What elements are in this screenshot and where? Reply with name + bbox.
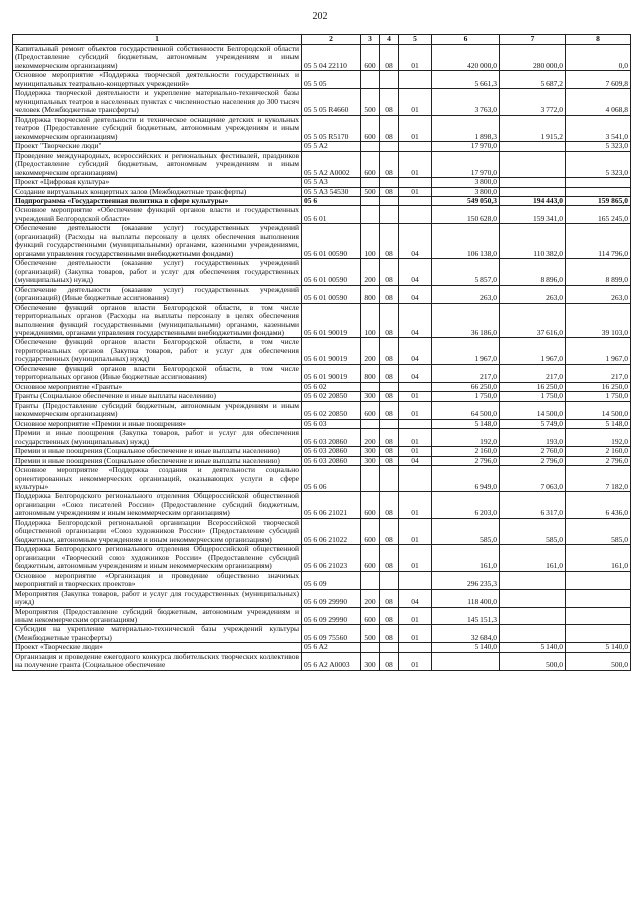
row-code-cell: 05 6 03 20860 [302,429,361,447]
table-row [13,142,631,151]
row-amount-2-cell: 500,0 [500,652,566,670]
table-row [13,401,631,419]
row-amount-1-cell: 66 250,0 [432,382,500,391]
row-subsection-cell: 01 [399,429,432,447]
row-section-cell: 08 [380,45,399,71]
row-name-cell: Премии и иные поощрения (Закупка товаров, работ и услуг для обеспечения государственных (муниципальных) нужд) [13,429,302,447]
budget-table [12,34,631,671]
row-amount-1-cell: 3 763,0 [432,89,500,115]
table-body [13,45,631,671]
table-row [13,643,631,652]
row-name-cell: Основное мероприятие «Поддержка творческой деятельности государственных и муниципальных театрально-концертных учреждений» [13,71,302,89]
row-subsection-cell: 01 [399,492,432,518]
table-row [13,571,631,589]
row-expense-type-cell: 600 [361,45,380,71]
row-amount-2-cell: 5 687,2 [500,71,566,89]
row-code-cell: 05 5 A3 [302,178,361,187]
row-amount-3-cell: 1 750,0 [566,392,631,401]
row-amount-1-cell: 192,0 [432,429,500,447]
row-expense-type-cell: 600 [361,401,380,419]
row-section-cell [380,71,399,89]
row-expense-type-cell [361,196,380,205]
row-amount-2-cell: 161,0 [500,545,566,571]
row-amount-3-cell [566,178,631,187]
row-name-cell: Проект "Творческие люди" [13,142,302,151]
row-subsection-cell: 04 [399,259,432,285]
row-amount-3-cell: 7 609,8 [566,71,631,89]
row-code-cell: 05 6 [302,196,361,205]
header-cell-1: 1 [13,35,302,45]
table-row [13,259,631,285]
row-name-cell: Поддержка Белгородской региональной организации Всероссийской творческой общественной организации «Союз художников России» (Предоставление субсидий бюджетным, автономным учреждениям и иным некоммерческим организациям) [13,518,302,544]
row-name-cell: Основное мероприятие «Поддержка создания и деятельности социально ориентированных некоммерческих организаций, оказывающих услуги в сфере культуры» [13,466,302,492]
row-section-cell [380,196,399,205]
table-row [13,492,631,518]
row-amount-3-cell: 0,0 [566,45,631,71]
row-subsection-cell: 01 [399,401,432,419]
row-amount-3-cell [566,625,631,643]
row-amount-1-cell: 2 160,0 [432,447,500,456]
row-amount-1-cell: 32 684,0 [432,625,500,643]
table-header-row [13,35,631,45]
row-amount-1-cell: 1 898,3 [432,115,500,141]
row-code-cell: 05 6 01 00590 [302,285,361,303]
row-amount-1-cell: 5 140,0 [432,643,500,652]
row-section-cell: 08 [380,338,399,364]
row-expense-type-cell [361,71,380,89]
row-subsection-cell: 04 [399,364,432,382]
row-expense-type-cell: 800 [361,285,380,303]
table-row [13,89,631,115]
row-amount-2-cell: 1 915,2 [500,115,566,141]
row-expense-type-cell: 600 [361,607,380,625]
row-expense-type-cell: 600 [361,492,380,518]
row-amount-1-cell: 585,0 [432,518,500,544]
row-section-cell: 08 [380,652,399,670]
row-amount-1-cell: 3 800,0 [432,187,500,196]
row-amount-2-cell [500,142,566,151]
row-name-cell: Обеспечение деятельности (оказание услуг) государственных учреждений (организаций) (Закупка товаров, работ и услуг для обеспечения государственных (муниципальных) нужд) [13,259,302,285]
row-subsection-cell: 04 [399,303,432,338]
table-row [13,466,631,492]
row-code-cell: 05 6 01 00590 [302,224,361,259]
row-name-cell: Проведение международных, всероссийских и региональных фестивалей, праздников (Предоставление субсидий бюджетным, автономным учреждениям и иным некоммерческим организациям) [13,151,302,177]
table-row [13,115,631,141]
header-cell-5: 5 [399,35,432,45]
row-name-cell: Обеспечение функций органов власти Белгородской области, в том числе территориальных органов (Закупка товаров, работ и услуг для обеспечения государственных (муниципальных) нужд) [13,338,302,364]
row-code-cell: 05 6 03 20860 [302,456,361,465]
row-code-cell: 05 6 01 90019 [302,303,361,338]
header-cell-7: 7 [500,35,566,45]
header-cell-4: 4 [380,35,399,45]
row-section-cell: 08 [380,589,399,607]
row-code-cell: 05 6 02 20850 [302,401,361,419]
row-amount-1-cell: 106 138,0 [432,224,500,259]
row-amount-1-cell: 150 628,0 [432,206,500,224]
row-name-cell: Гранты (Предоставление субсидий бюджетным, автономным учреждениям и иным некоммерческим организациям) [13,401,302,419]
row-code-cell: 05 5 05 R5170 [302,115,361,141]
row-amount-2-cell: 37 616,0 [500,303,566,338]
row-expense-type-cell: 200 [361,338,380,364]
row-name-cell: Подпрограмма «Государственная политика в сфере культуры» [13,196,302,205]
row-expense-type-cell: 100 [361,303,380,338]
row-amount-1-cell: 161,0 [432,545,500,571]
row-expense-type-cell: 500 [361,89,380,115]
table-row [13,338,631,364]
row-name-cell: Мероприятия (Закупка товаров, работ и услуг для государственных (муниципальных) нужд) [13,589,302,607]
row-amount-1-cell: 36 186,0 [432,303,500,338]
row-name-cell: Поддержка творческой деятельности и техническое оснащение детских и кукольных театров (Предоставление субсидий бюджетным, автономным учреждениям и иным некоммерческим организациям) [13,115,302,141]
row-subsection-cell: 01 [399,89,432,115]
row-name-cell: Капитальный ремонт объектов государственной собственности Белгородской области (Предоставление субсидий бюджетным, автономным учреждениям и иным некоммерческим организациям) [13,45,302,71]
row-amount-1-cell: 6 949,0 [432,466,500,492]
row-subsection-cell [399,466,432,492]
table-row [13,364,631,382]
row-amount-3-cell: 192,0 [566,429,631,447]
row-expense-type-cell [361,206,380,224]
row-expense-type-cell: 200 [361,259,380,285]
row-code-cell: 05 5 04 22110 [302,45,361,71]
row-amount-2-cell: 194 443,0 [500,196,566,205]
row-amount-3-cell: 2 160,0 [566,447,631,456]
row-amount-2-cell [500,589,566,607]
row-amount-2-cell [500,178,566,187]
row-section-cell: 08 [380,545,399,571]
row-amount-3-cell: 2 796,0 [566,456,631,465]
row-amount-1-cell: 296 235,3 [432,571,500,589]
row-subsection-cell: 01 [399,187,432,196]
row-amount-3-cell [566,571,631,589]
row-amount-2-cell: 16 250,0 [500,382,566,391]
row-amount-2-cell: 14 500,0 [500,401,566,419]
row-section-cell [380,142,399,151]
row-amount-1-cell: 5 857,0 [432,259,500,285]
row-amount-2-cell: 159 341,0 [500,206,566,224]
row-section-cell: 08 [380,364,399,382]
row-amount-3-cell: 8 899,0 [566,259,631,285]
row-code-cell: 05 6 02 20850 [302,392,361,401]
row-name-cell: Гранты (Социальное обеспечение и иные выплаты населению) [13,392,302,401]
row-amount-3-cell [566,589,631,607]
row-name-cell: Обеспечение функций органов власти Белгородской области, в том числе территориальных органов (Иные бюджетные ассигнования) [13,364,302,382]
row-amount-3-cell: 5 323,0 [566,151,631,177]
row-subsection-cell: 01 [399,115,432,141]
row-name-cell: Обеспечение деятельности (оказание услуг) государственных учреждений (организаций) (Иные бюджетные ассигнования) [13,285,302,303]
row-section-cell: 08 [380,518,399,544]
row-name-cell: Основное мероприятие «Гранты» [13,382,302,391]
row-amount-2-cell: 280 000,0 [500,45,566,71]
table-row [13,607,631,625]
row-amount-3-cell: 1 967,0 [566,338,631,364]
row-amount-3-cell: 14 500,0 [566,401,631,419]
row-subsection-cell: 04 [399,285,432,303]
row-name-cell: Основное мероприятие «Премии и иные поощрения» [13,419,302,428]
row-code-cell: 05 6 09 [302,571,361,589]
row-code-cell: 05 6 09 29990 [302,607,361,625]
row-expense-type-cell: 800 [361,364,380,382]
row-section-cell: 08 [380,429,399,447]
table-row [13,285,631,303]
row-name-cell: Создание виртуальных концертных залов (Межбюджетные трансферты) [13,187,302,196]
row-subsection-cell: 04 [399,456,432,465]
row-amount-2-cell [500,607,566,625]
row-subsection-cell: 04 [399,338,432,364]
row-code-cell: 05 6 A2 [302,643,361,652]
row-amount-1-cell: 420 000,0 [432,45,500,71]
row-code-cell: 05 6 06 21021 [302,492,361,518]
row-section-cell: 08 [380,401,399,419]
row-section-cell: 08 [380,392,399,401]
row-subsection-cell: 04 [399,589,432,607]
row-expense-type-cell [361,142,380,151]
row-amount-2-cell: 2 796,0 [500,456,566,465]
row-amount-1-cell: 145 151,3 [432,607,500,625]
table-row [13,392,631,401]
row-amount-2-cell [500,571,566,589]
row-expense-type-cell: 300 [361,447,380,456]
row-subsection-cell [399,571,432,589]
table-row [13,45,631,71]
table-row [13,545,631,571]
row-expense-type-cell [361,643,380,652]
row-section-cell [380,643,399,652]
header-cell-3: 3 [361,35,380,45]
row-amount-2-cell: 5 749,0 [500,419,566,428]
row-expense-type-cell: 200 [361,589,380,607]
row-amount-3-cell: 5 140,0 [566,643,631,652]
row-section-cell [380,571,399,589]
row-amount-3-cell: 5 148,0 [566,419,631,428]
row-subsection-cell: 01 [399,625,432,643]
row-amount-3-cell: 7 182,0 [566,466,631,492]
row-subsection-cell [399,419,432,428]
row-code-cell: 05 6 09 29990 [302,589,361,607]
row-amount-2-cell: 110 382,0 [500,224,566,259]
page-number: 202 [312,11,328,22]
header-cell-2: 2 [302,35,361,45]
table-row [13,518,631,544]
row-amount-3-cell: 585,0 [566,518,631,544]
row-code-cell: 05 6 03 [302,419,361,428]
row-code-cell: 05 5 05 R4660 [302,89,361,115]
row-amount-2-cell: 5 140,0 [500,643,566,652]
row-amount-3-cell: 159 865,0 [566,196,631,205]
row-code-cell: 05 6 01 90019 [302,338,361,364]
row-subsection-cell [399,196,432,205]
row-amount-3-cell: 4 068,8 [566,89,631,115]
row-amount-2-cell: 2 760,0 [500,447,566,456]
row-section-cell: 08 [380,151,399,177]
row-subsection-cell: 01 [399,545,432,571]
row-amount-1-cell: 1 750,0 [432,392,500,401]
row-amount-3-cell: 3 541,0 [566,115,631,141]
row-name-cell: Проект «Творческие люди» [13,643,302,652]
row-amount-2-cell: 7 063,0 [500,466,566,492]
table-row [13,151,631,177]
row-section-cell: 08 [380,607,399,625]
row-name-cell: Субсидия на укрепление материально-технической базы учреждений культуры (Межбюджетные трансферты) [13,625,302,643]
row-subsection-cell: 04 [399,224,432,259]
row-amount-1-cell: 3 800,0 [432,178,500,187]
row-section-cell: 08 [380,187,399,196]
row-amount-3-cell: 263,0 [566,285,631,303]
row-amount-2-cell: 217,0 [500,364,566,382]
row-amount-1-cell [432,652,500,670]
row-code-cell: 05 5 A2 [302,142,361,151]
row-subsection-cell [399,643,432,652]
table-row [13,447,631,456]
row-amount-2-cell: 6 317,0 [500,492,566,518]
row-amount-2-cell [500,625,566,643]
row-name-cell: Основное мероприятие «Обеспечение функций органов власти и государственных учреждений Белгородской области» [13,206,302,224]
table-row [13,429,631,447]
row-expense-type-cell: 300 [361,456,380,465]
row-amount-1-cell: 217,0 [432,364,500,382]
row-subsection-cell: 01 [399,652,432,670]
row-amount-2-cell: 1 967,0 [500,338,566,364]
row-amount-3-cell: 114 796,0 [566,224,631,259]
row-subsection-cell: 01 [399,607,432,625]
row-amount-1-cell: 17 970,0 [432,142,500,151]
row-amount-3-cell: 16 250,0 [566,382,631,391]
row-name-cell: Премии и иные поощрения (Социальное обеспечение и иные выплаты населению) [13,456,302,465]
row-code-cell: 05 6 06 [302,466,361,492]
row-amount-3-cell: 165 245,0 [566,206,631,224]
row-subsection-cell [399,71,432,89]
row-name-cell: Обеспечение деятельности (оказание услуг) государственных учреждений (организаций) (Расходы на выплаты персоналу в целях обеспечения выполнения функций государственными (муниципальными) органами, казенными учреждениями, органами управления государственными внебюджетными фондами) [13,224,302,259]
row-name-cell: Мероприятия (Предоставление субсидий бюджетным, автономным учреждениям и иным некоммерческим организациям) [13,607,302,625]
row-amount-1-cell: 5 148,0 [432,419,500,428]
row-name-cell: Премии и иные поощрения (Социальное обеспечение и иные выплаты населению) [13,447,302,456]
row-expense-type-cell: 500 [361,625,380,643]
row-section-cell: 08 [380,447,399,456]
row-subsection-cell: 01 [399,151,432,177]
table-row [13,652,631,670]
row-code-cell: 05 6 03 20860 [302,447,361,456]
row-expense-type-cell: 600 [361,545,380,571]
row-expense-type-cell: 300 [361,392,380,401]
row-name-cell: Поддержка Белгородского регионального отделения Общероссийской общественной организации «Союз писателей России» (Предоставление субсидий бюджетным, автономным учреждениям и иным некоммерческим организациям) [13,492,302,518]
row-expense-type-cell [361,178,380,187]
header-cell-6: 6 [432,35,500,45]
row-section-cell [380,466,399,492]
row-amount-1-cell: 263,0 [432,285,500,303]
row-subsection-cell: 01 [399,45,432,71]
row-amount-1-cell: 2 796,0 [432,456,500,465]
row-amount-3-cell: 217,0 [566,364,631,382]
row-subsection-cell [399,142,432,151]
row-code-cell: 05 6 06 21022 [302,518,361,544]
row-expense-type-cell: 200 [361,429,380,447]
row-name-cell: Поддержка творческой деятельности и укрепление материально-технической базы муниципальных театров в населенных пунктах с численностью населения до 300 тысяч человек (Межбюджетные трансферты) [13,89,302,115]
row-code-cell: 05 6 01 00590 [302,259,361,285]
row-subsection-cell: 01 [399,518,432,544]
row-expense-type-cell: 500 [361,187,380,196]
row-section-cell: 08 [380,456,399,465]
row-code-cell: 05 5 A2 A0002 [302,151,361,177]
row-amount-3-cell: 39 103,0 [566,303,631,338]
row-section-cell: 08 [380,303,399,338]
table-row [13,178,631,187]
row-section-cell: 08 [380,224,399,259]
row-amount-1-cell: 5 661,3 [432,71,500,89]
row-subsection-cell: 01 [399,447,432,456]
row-section-cell [380,419,399,428]
row-name-cell: Основное мероприятие «Организация и проведение общественно значимых мероприятий и творческих проектов» [13,571,302,589]
row-amount-1-cell: 1 967,0 [432,338,500,364]
table-row [13,625,631,643]
table-row [13,224,631,259]
row-amount-3-cell: 161,0 [566,545,631,571]
row-section-cell: 08 [380,259,399,285]
row-amount-2-cell: 585,0 [500,518,566,544]
row-code-cell: 05 6 02 [302,382,361,391]
table-row [13,206,631,224]
row-expense-type-cell: 300 [361,652,380,670]
row-amount-2-cell: 263,0 [500,285,566,303]
row-name-cell: Проект «Цифровая культура» [13,178,302,187]
row-amount-2-cell [500,151,566,177]
row-name-cell: Обеспечение функций органов власти Белгородской области, в том числе территориальных органов (Расходы на выплаты персоналу в целях обеспечения выполнения функций государственными (муниципальными) органами, казенными учреждениями, органами управления государственными внебюджетными фондами) [13,303,302,338]
row-name-cell: Поддержка Белгородского регионального отделения Общероссийской общественной организации «Творческий союз художников России» (Предоставление субсидий бюджетным, автономным учреждениям и иным некоммерческим организациям) [13,545,302,571]
row-amount-1-cell: 64 500,0 [432,401,500,419]
row-name-cell: Организация и проведение ежегодного конкурса любительских творческих коллективов на получение гранта (Социальное обеспечение [13,652,302,670]
row-section-cell [380,206,399,224]
row-code-cell: 05 6 A2 A0003 [302,652,361,670]
row-amount-2-cell: 3 772,0 [500,89,566,115]
row-code-cell: 05 5 A3 54530 [302,187,361,196]
row-code-cell: 05 6 01 90019 [302,364,361,382]
table-row [13,589,631,607]
row-subsection-cell [399,178,432,187]
row-expense-type-cell: 600 [361,151,380,177]
header-cell-8: 8 [566,35,631,45]
row-amount-1-cell: 6 203,0 [432,492,500,518]
row-code-cell: 05 6 09 75560 [302,625,361,643]
row-amount-3-cell [566,607,631,625]
row-amount-2-cell: 8 896,0 [500,259,566,285]
row-section-cell: 08 [380,492,399,518]
row-subsection-cell: 01 [399,392,432,401]
row-expense-type-cell [361,419,380,428]
row-amount-1-cell: 118 400,0 [432,589,500,607]
row-amount-3-cell: 5 323,0 [566,142,631,151]
row-amount-1-cell: 17 970,0 [432,151,500,177]
table-row [13,303,631,338]
row-section-cell: 08 [380,89,399,115]
row-expense-type-cell [361,466,380,492]
row-code-cell: 05 5 05 [302,71,361,89]
row-expense-type-cell [361,571,380,589]
row-amount-3-cell: 500,0 [566,652,631,670]
row-code-cell: 05 6 06 21023 [302,545,361,571]
row-section-cell: 08 [380,625,399,643]
table-row [13,71,631,89]
row-section-cell: 08 [380,115,399,141]
row-section-cell [380,178,399,187]
row-expense-type-cell: 600 [361,115,380,141]
row-expense-type-cell: 600 [361,518,380,544]
row-amount-2-cell: 1 750,0 [500,392,566,401]
row-amount-1-cell: 549 050,3 [432,196,500,205]
row-amount-2-cell: 193,0 [500,429,566,447]
row-expense-type-cell: 100 [361,224,380,259]
row-amount-3-cell: 6 436,0 [566,492,631,518]
row-section-cell: 08 [380,285,399,303]
row-code-cell: 05 6 01 [302,206,361,224]
row-subsection-cell [399,206,432,224]
